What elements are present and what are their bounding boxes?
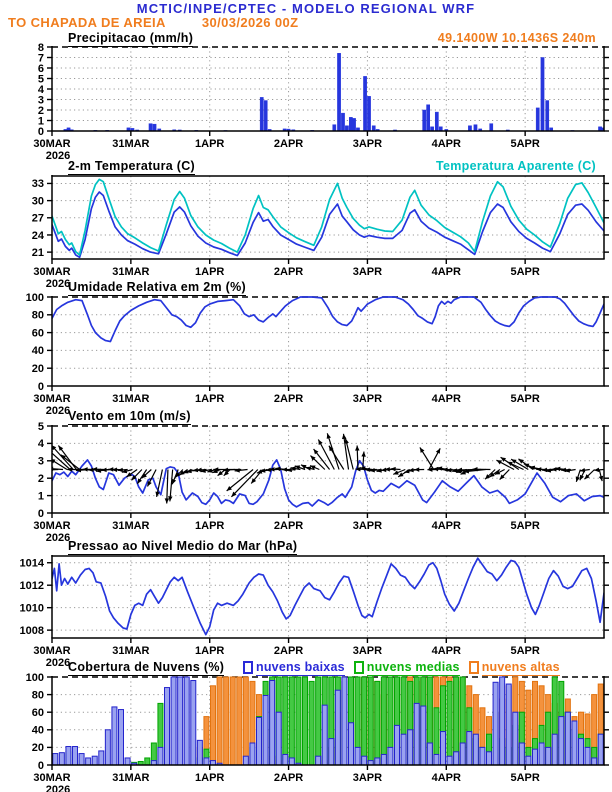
svg-text:33: 33 [31,178,44,191]
svg-text:3: 3 [37,455,44,468]
svg-text:4APR: 4APR [431,266,461,278]
svg-text:2APR: 2APR [273,645,304,657]
svg-text:1APR: 1APR [195,266,225,278]
svg-text:2: 2 [37,104,44,117]
svg-text:31MAR: 31MAR [112,393,150,405]
svg-text:1010: 1010 [19,602,44,615]
svg-text:4APR: 4APR [431,393,461,405]
svg-text:1APR: 1APR [195,393,225,405]
svg-text:1APR: 1APR [195,520,225,532]
svg-text:2026: 2026 [45,150,71,162]
svg-text:24: 24 [31,229,44,242]
svg-text:2APR: 2APR [273,772,304,784]
svg-text:100: 100 [25,291,44,304]
svg-text:1: 1 [37,115,44,128]
svg-text:21: 21 [31,246,44,259]
svg-text:80: 80 [31,309,44,322]
panel-title-temperatura: 2-m Temperatura (C) [68,159,196,173]
svg-text:31MAR: 31MAR [112,266,150,278]
svg-text:8: 8 [37,41,44,54]
svg-text:4: 4 [37,83,44,96]
svg-text:60: 60 [31,327,44,340]
svg-text:6: 6 [37,62,44,75]
svg-text:4APR: 4APR [431,772,461,784]
orange-square-icon [469,661,479,674]
svg-text:0: 0 [37,507,44,520]
svg-text:2APR: 2APR [273,266,304,278]
svg-text:4: 4 [37,438,44,451]
panel-title-vento: Vento em 10m (m/s) [68,409,191,423]
report-title: MCTIC/INPE/CPTEC - MODELO REGIONAL WRF [136,1,476,16]
svg-text:20: 20 [31,742,44,755]
svg-text:3APR: 3APR [352,266,383,278]
svg-text:100: 100 [25,671,44,684]
svg-text:31MAR: 31MAR [112,772,150,784]
svg-text:1008: 1008 [19,624,44,637]
run-datetime: 30/03/2026 00Z [201,15,299,30]
svg-text:0: 0 [37,380,44,393]
legend-item-nuvens-medias: nuvens medias [354,660,460,676]
svg-text:0: 0 [37,125,44,138]
svg-text:31MAR: 31MAR [112,645,150,657]
svg-text:1APR: 1APR [195,772,225,784]
svg-text:1APR: 1APR [195,645,225,657]
svg-text:31MAR: 31MAR [112,138,150,150]
green-square-icon [354,661,364,674]
svg-text:40: 40 [31,724,44,737]
svg-text:1012: 1012 [19,580,44,593]
svg-text:1: 1 [37,490,44,503]
svg-text:30MAR: 30MAR [33,266,71,278]
svg-text:30MAR: 30MAR [33,393,71,405]
svg-text:5APR: 5APR [510,138,540,150]
svg-text:5APR: 5APR [510,393,540,405]
svg-text:2026: 2026 [45,784,71,792]
svg-text:3: 3 [37,94,44,107]
svg-text:2026: 2026 [45,532,71,544]
svg-text:2026: 2026 [45,657,71,669]
legend-item-nuvens-altas: nuvens altas [469,660,560,676]
svg-text:4APR: 4APR [431,138,461,150]
legend-item-nuvens-baixas: nuvens baixas [243,660,345,676]
svg-text:0: 0 [37,759,44,772]
station-name: TO CHAPADA DE AREIA [8,15,166,30]
svg-text:2APR: 2APR [273,520,304,532]
panel-title-precipitacao: Precipitacao (mm/h) [68,31,194,45]
svg-text:30MAR: 30MAR [33,645,71,657]
svg-text:4APR: 4APR [431,520,461,532]
svg-text:60: 60 [31,707,44,719]
svg-text:30: 30 [31,195,44,208]
svg-text:3APR: 3APR [352,645,383,657]
svg-text:80: 80 [31,689,44,702]
svg-text:3APR: 3APR [352,138,383,150]
svg-text:30MAR: 30MAR [33,138,71,150]
svg-text:1APR: 1APR [195,138,225,150]
svg-text:3APR: 3APR [352,772,383,784]
svg-text:5APR: 5APR [510,645,540,657]
svg-text:2APR: 2APR [273,393,304,405]
blue-square-icon [243,661,253,674]
svg-text:30MAR: 30MAR [33,520,71,532]
svg-text:30MAR: 30MAR [33,772,71,784]
svg-text:2026: 2026 [45,278,71,290]
svg-text:2APR: 2APR [273,138,304,150]
svg-text:5APR: 5APR [510,520,540,532]
svg-text:2: 2 [37,473,44,485]
svg-text:27: 27 [31,212,44,225]
svg-text:1014: 1014 [19,557,44,570]
svg-text:7: 7 [37,52,44,65]
report-subtitle [8,15,299,30]
svg-text:4APR: 4APR [431,645,461,657]
svg-text:3APR: 3APR [352,520,383,532]
svg-text:5APR: 5APR [510,266,540,278]
svg-text:2026: 2026 [45,405,71,417]
legend-temperatura-aparente: Temperatura Aparente (C) [435,159,596,173]
cloud-legend [243,660,560,676]
svg-text:5: 5 [37,73,44,86]
svg-text:31MAR: 31MAR [112,520,150,532]
panel-title-nuvens: Cobertura de Nuvens (%) [68,660,225,674]
panel-title-pressao: Pressao ao Nivel Medio do Mar (hPa) [68,539,298,553]
station-coordinates: 49.1400W 10.1436S 240m [437,31,596,45]
svg-text:3APR: 3APR [352,393,383,405]
svg-text:40: 40 [31,345,44,358]
svg-text:5: 5 [37,420,44,433]
panel-title-umidade: Umidade Relativa em 2m (%) [68,280,246,294]
svg-text:20: 20 [31,363,44,375]
svg-text:5APR: 5APR [510,772,540,784]
